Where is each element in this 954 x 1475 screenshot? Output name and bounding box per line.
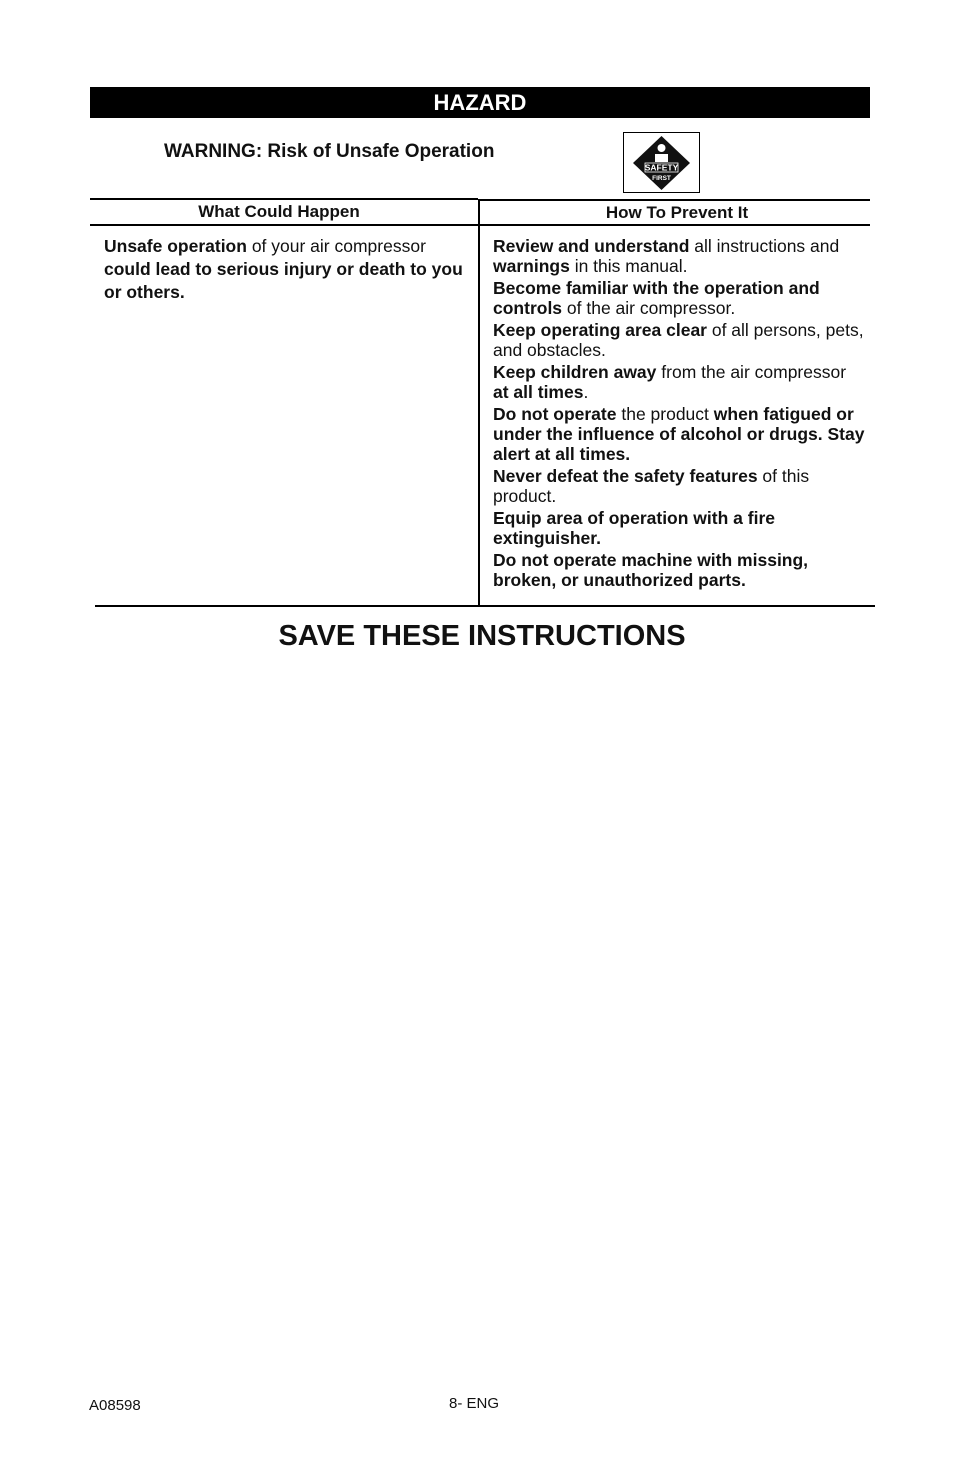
document-code: A08598: [89, 1397, 141, 1414]
prevent-item: [493, 362, 865, 402]
warning-title: WARNING: Risk of Unsafe Operation: [164, 141, 495, 162]
safety-first-icon: [623, 132, 700, 193]
table-header-rule: [90, 224, 870, 226]
prevent-item: [493, 236, 865, 276]
prevent-item-text: the product: [616, 404, 714, 424]
prevent-item: [493, 550, 865, 590]
prevent-item: [493, 320, 865, 360]
prevent-item: [493, 466, 865, 506]
hazard-banner: [90, 87, 870, 118]
prevent-item-bold: Do not operate machine with missing, broken, or unauthorized parts.: [493, 550, 809, 590]
safety-badge-line2: FIRST: [652, 175, 671, 182]
prevent-item-bold: Never defeat the safety features: [493, 466, 758, 486]
prevent-item: [493, 404, 865, 464]
prevent-item-text: of the air compressor.: [562, 298, 736, 318]
page-number: 8- ENG: [449, 1395, 500, 1412]
prevent-item-bold-2: when fatigued or under the influence of alcohol or drugs. Stay alert at all times.: [493, 404, 865, 464]
prevent-item: [493, 278, 865, 318]
how-to-prevent-cell: [493, 236, 865, 592]
prevent-item-bold-2: warnings: [493, 256, 570, 276]
save-instructions-heading: SAVE THESE INSTRUCTIONS: [278, 620, 686, 652]
table-bottom-rule: [95, 605, 875, 607]
table-top-rule-right: [478, 199, 870, 201]
what-could-happen-cell: [104, 235, 469, 304]
prevent-item-text-2: .: [583, 382, 589, 402]
column-header-what-could-happen: What Could Happen: [198, 202, 360, 221]
table-column-divider: [478, 199, 480, 607]
prevent-item-bold-2: at all times: [493, 382, 584, 402]
prevent-item-text: of all persons, pets, and obstacles.: [493, 320, 864, 360]
column-header-how-to-prevent-it: How To Prevent It: [605, 203, 749, 222]
prevent-item-bold: Keep operating area clear: [493, 320, 707, 340]
prevent-item-bold: Keep children away: [493, 362, 657, 382]
prevent-item-bold: Equip area of operation with a fire extinguisher.: [493, 508, 775, 548]
left-bold-2: could lead to serious injury or death to you or others.: [104, 259, 463, 302]
prevent-item-bold: Become familiar with the operation and controls: [493, 278, 820, 318]
prevent-item-bold: Do not operate: [493, 404, 617, 424]
hazard-title: HAZARD: [433, 90, 527, 115]
prevent-item-text: all instructions and: [689, 236, 840, 256]
prevent-item-text: from the air compressor: [656, 362, 847, 382]
table-top-rule-left: [90, 198, 478, 200]
safety-badge-line1: SAFETY: [644, 162, 679, 173]
prevent-item: [493, 508, 865, 548]
prevent-item-text-2: in this manual.: [569, 256, 688, 276]
left-text-1: of your air compressor: [246, 236, 426, 256]
prevent-item-bold: Review and understand: [493, 236, 690, 256]
left-bold-1: Unsafe operation: [104, 236, 247, 256]
prevent-item-text: of this product.: [493, 466, 810, 506]
